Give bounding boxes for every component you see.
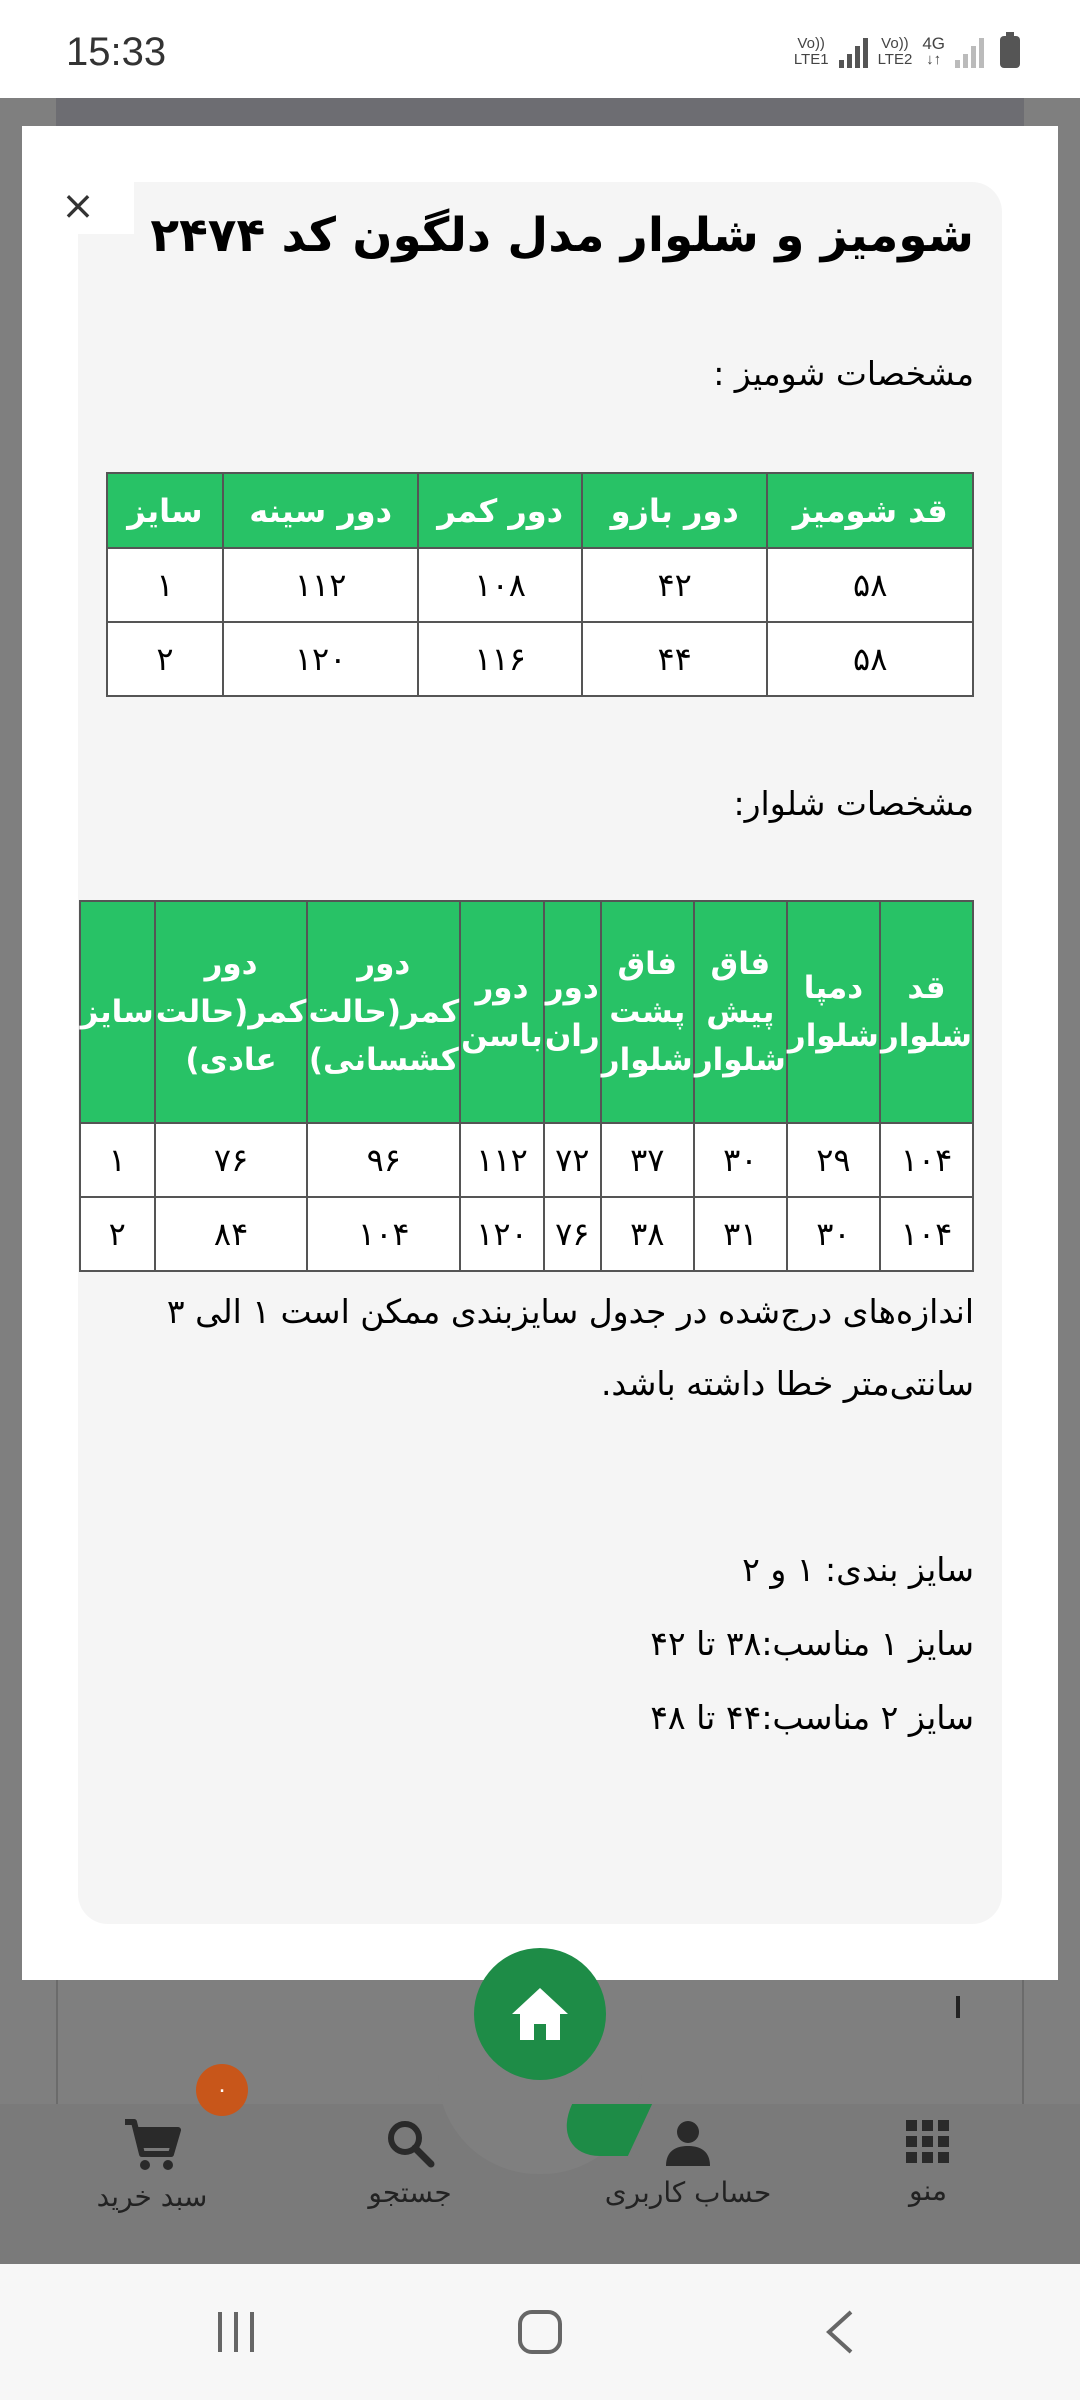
table-header-cell: فاق پشت شلوار — [601, 901, 694, 1123]
table-cell: ۷۶ — [544, 1197, 601, 1271]
signal-bars-2-icon — [955, 38, 984, 68]
pants-section-label: مشخصات شلوار: — [733, 784, 974, 823]
table-cell: ۲ — [80, 1197, 155, 1271]
table-cell: ۳۰ — [787, 1197, 880, 1271]
table-row — [80, 1197, 973, 1271]
status-icons — [794, 36, 1020, 68]
table-header-cell: دور سینه — [223, 473, 419, 548]
table-header-cell: دور کمر(حالت عادی) — [155, 901, 308, 1123]
table-header-cell: دور ران — [544, 901, 601, 1123]
table-row — [107, 622, 973, 696]
table-row — [107, 548, 973, 622]
home-system-button[interactable] — [480, 2302, 600, 2362]
status-time: 15:33 — [66, 30, 167, 74]
table-cell: ۱۱۲ — [460, 1123, 544, 1197]
product-title: شومیز و شلوار مدل دلگون کد ۲۴۷۴ — [150, 208, 974, 263]
table-cell: ۵۸ — [767, 622, 973, 696]
status-bar — [0, 0, 1080, 98]
table-cell: ۱۱۲ — [223, 548, 419, 622]
table-cell: ۳۱ — [694, 1197, 787, 1271]
table-row — [80, 1123, 973, 1197]
shirt-section-label: مشخصات شومیز : — [713, 354, 974, 393]
table-cell: ۱۰۴ — [307, 1197, 460, 1271]
table-cell: ۱۰۴ — [880, 1123, 973, 1197]
nav-search-label: جستجو — [368, 2176, 452, 2209]
size2-fit-text: سایز ۲ مناسب:۴۴ تا ۴۸ — [650, 1698, 974, 1737]
nav-menu-label: منو — [909, 2174, 947, 2207]
bottom-navigation — [0, 2104, 1080, 2264]
table-cell: ۲ — [107, 622, 223, 696]
table-header-cell: دمپا شلوار — [787, 901, 880, 1123]
nav-cart[interactable] — [62, 2104, 242, 2264]
system-navigation-bar — [0, 2264, 1080, 2400]
table-header-row — [80, 901, 973, 1123]
size-chart-modal — [22, 126, 1058, 1980]
network-type: 4G ↓↑ — [922, 34, 945, 68]
recent-apps-icon — [214, 2310, 258, 2354]
table-header-cell: دور کمر — [418, 473, 582, 548]
table-cell: ۵۸ — [767, 548, 973, 622]
back-button[interactable] — [780, 2302, 900, 2362]
table-cell: ۴۴ — [582, 622, 767, 696]
table-cell: ۱ — [107, 548, 223, 622]
shopping-cart-icon — [123, 2118, 181, 2172]
signal-bars-1-icon — [839, 38, 868, 68]
sim1-indicator: Vo)) LTE1 — [793, 35, 829, 68]
search-icon — [385, 2118, 435, 2168]
grid-menu-icon — [904, 2118, 952, 2166]
table-header-row — [107, 473, 973, 548]
nav-account-label: حساب کاربری — [604, 2176, 772, 2209]
table-cell: ۱۰۴ — [880, 1197, 973, 1271]
battery-icon — [1000, 36, 1020, 68]
nav-account[interactable] — [578, 2104, 798, 2264]
nav-search[interactable] — [320, 2104, 500, 2264]
table-cell: ۸۴ — [155, 1197, 308, 1271]
table-cell: ۳۰ — [694, 1123, 787, 1197]
back-icon — [823, 2308, 857, 2356]
table-cell: ۱۰۸ — [418, 548, 582, 622]
table-cell: ۳۷ — [601, 1123, 694, 1197]
table-cell: ۷۲ — [544, 1123, 601, 1197]
shirt-size-table — [106, 472, 974, 697]
table-cell: ۱ — [80, 1123, 155, 1197]
table-header-cell: فاق پیش شلوار — [694, 901, 787, 1123]
user-icon — [663, 2118, 713, 2168]
size-chart-card — [78, 182, 1002, 1924]
nav-cart-label: سبد خرید — [96, 2180, 208, 2213]
table-cell: ۱۲۰ — [223, 622, 419, 696]
home-circle-icon — [516, 2308, 564, 2356]
cart-count-badge: ۰ — [196, 2064, 248, 2116]
data-arrows-icon: ↓↑ — [926, 51, 942, 68]
size1-fit-text: سایز ۱ مناسب:۳۸ تا ۴۲ — [650, 1624, 974, 1663]
size-tolerance-note: اندازه‌های درج‌شده در جدول سایزبندی ممکن است ۱ الی ۳ سانتی‌متر خطا داشته باشد. — [166, 1292, 974, 1403]
size-range-text: سایز بندی: ۱ و ۲ — [742, 1550, 974, 1589]
table-header-cell: دور کمر(حالت کشسانی) — [307, 901, 460, 1123]
table-header-cell: سایز — [80, 901, 155, 1123]
table-cell: ۴۲ — [582, 548, 767, 622]
table-header-cell: قد شلوار — [880, 901, 973, 1123]
table-cell: ۷۶ — [155, 1123, 308, 1197]
home-icon — [508, 1984, 572, 2044]
home-button[interactable] — [474, 1948, 606, 2080]
table-header-cell: سایز — [107, 473, 223, 548]
sim2-indicator: Vo)) LTE2 — [877, 35, 913, 68]
nav-menu[interactable] — [838, 2104, 1018, 2264]
close-button[interactable]: × — [22, 178, 134, 234]
table-header-cell: قد شومیز — [767, 473, 973, 548]
table-cell: ۱۱۶ — [418, 622, 582, 696]
table-cell: ۲۹ — [787, 1123, 880, 1197]
table-cell: ۹۶ — [307, 1123, 460, 1197]
recent-apps-button[interactable] — [176, 2302, 296, 2362]
table-header-cell: دور باسن — [460, 901, 544, 1123]
table-cell: ۳۸ — [601, 1197, 694, 1271]
pants-size-table — [79, 900, 974, 1272]
table-header-cell: دور بازو — [582, 473, 767, 548]
table-cell: ۱۲۰ — [460, 1197, 544, 1271]
